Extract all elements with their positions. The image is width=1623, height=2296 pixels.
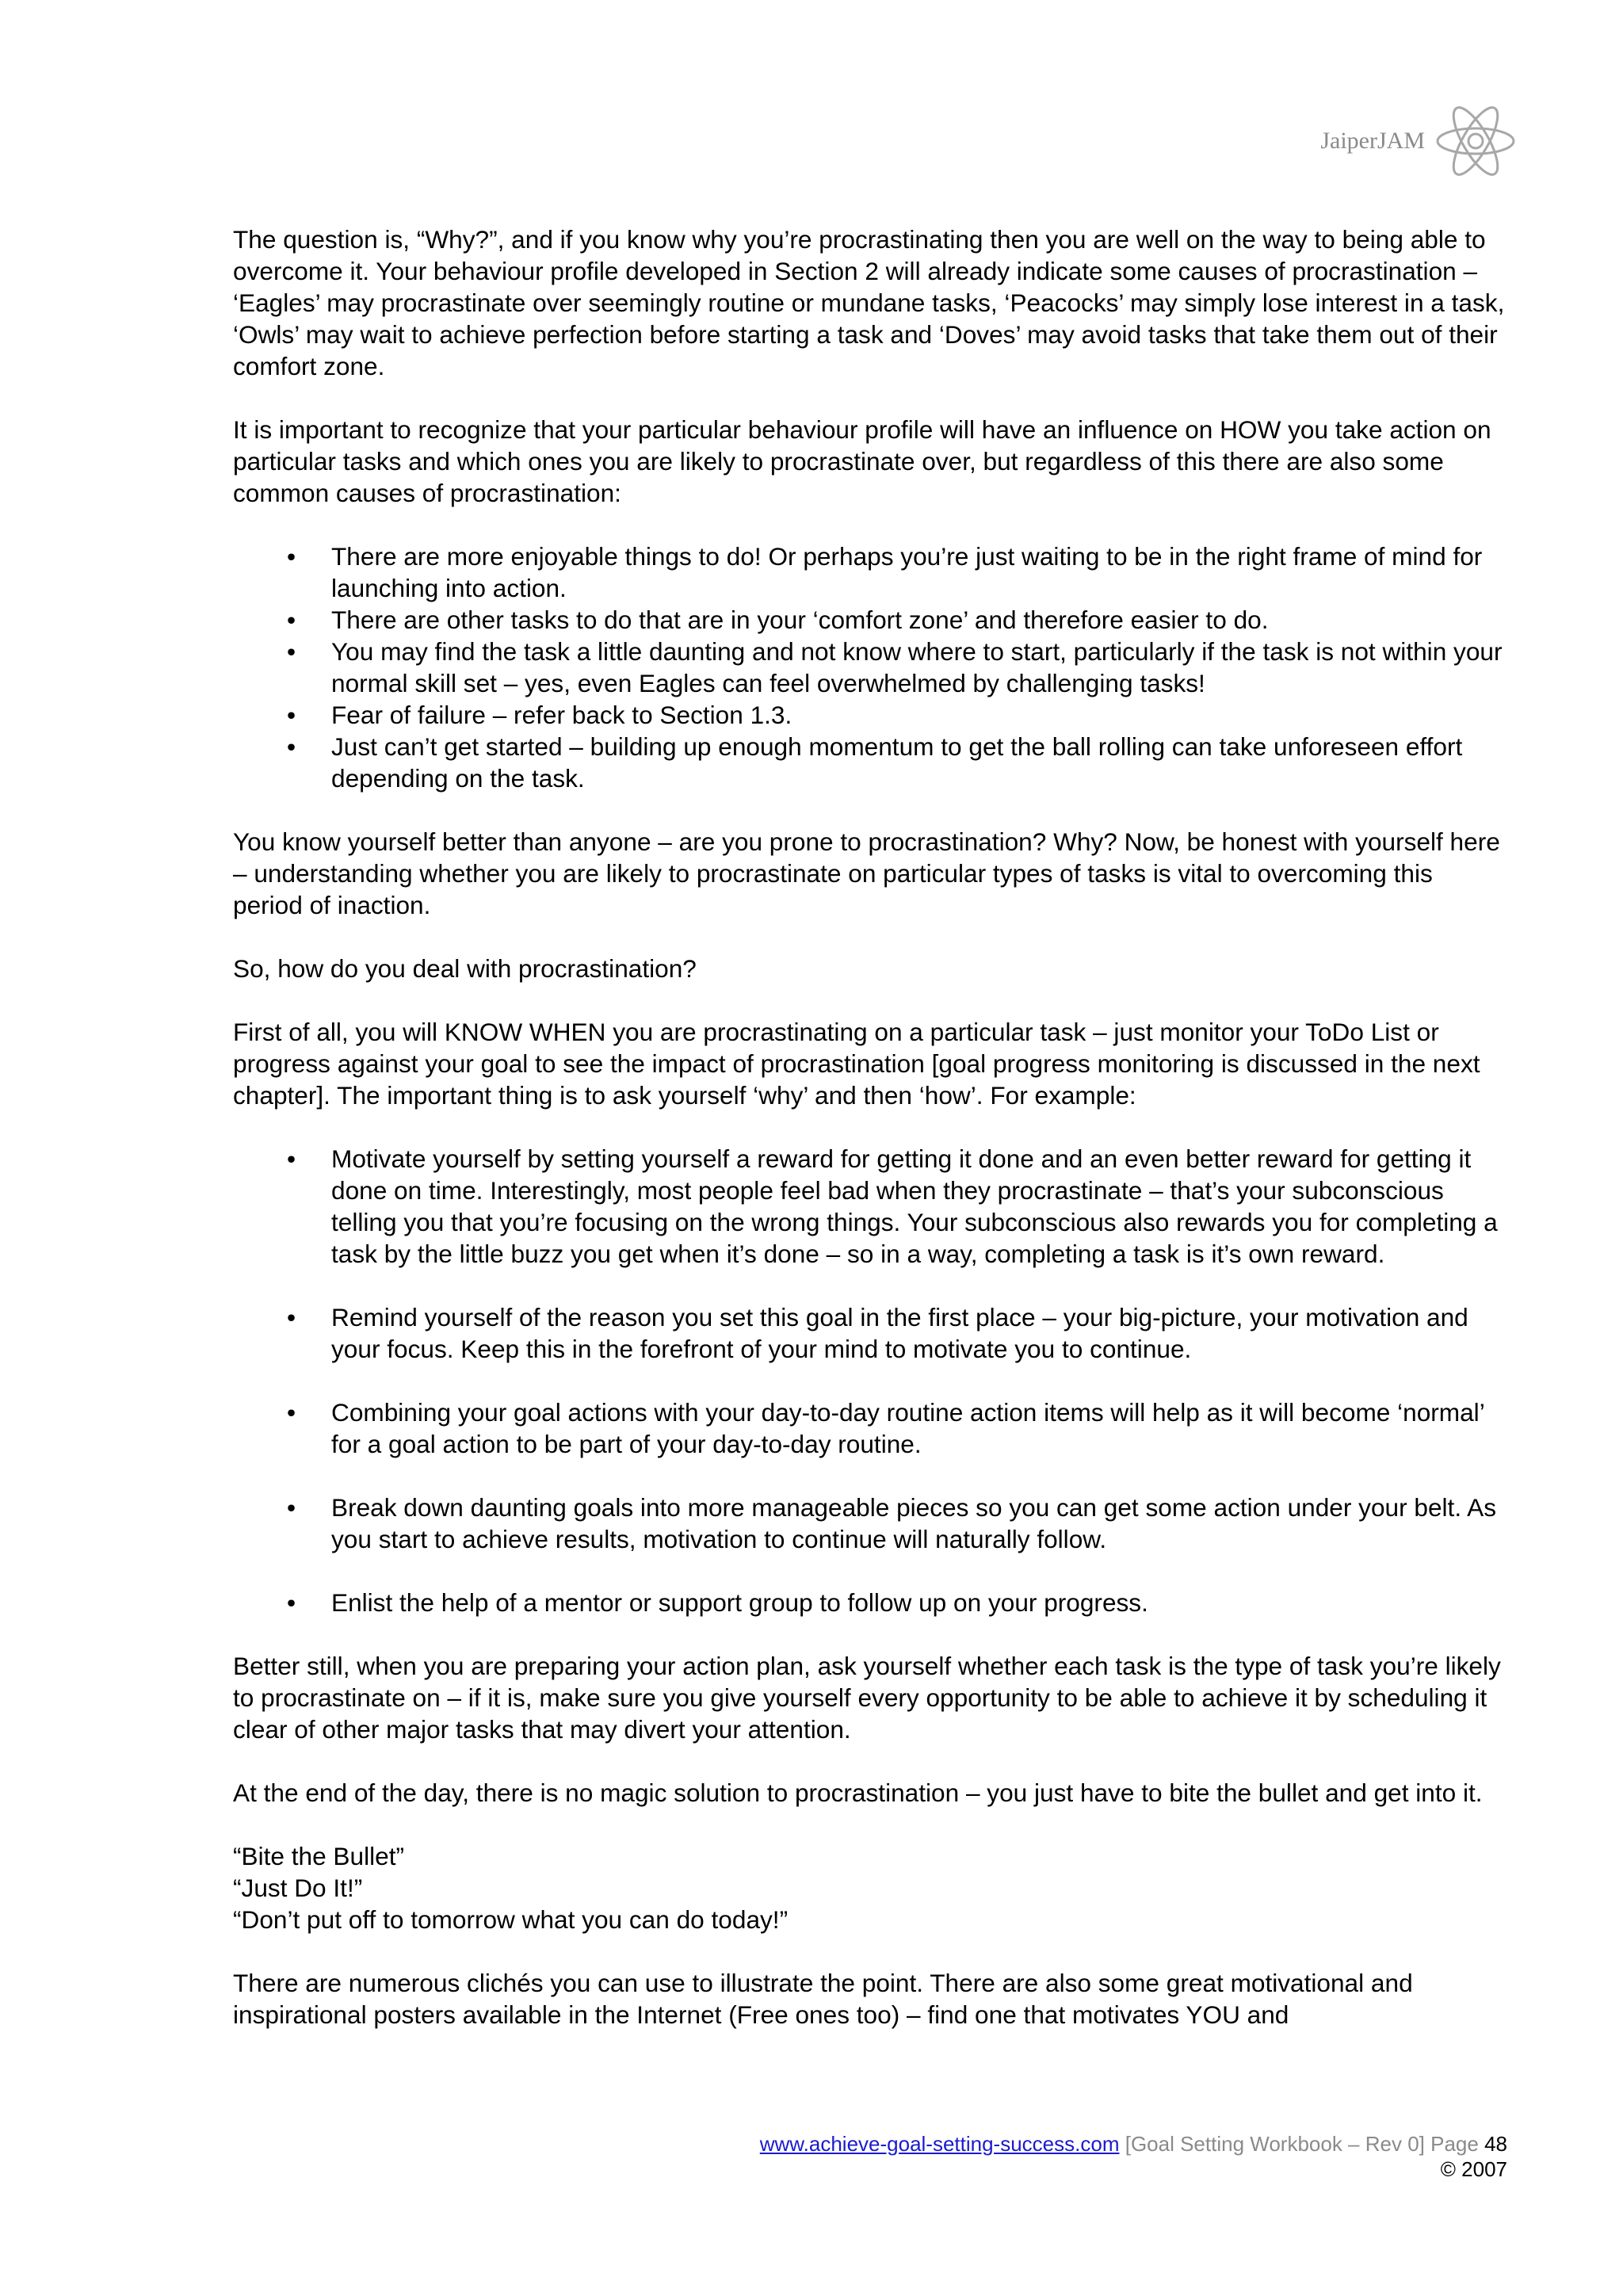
atom-icon [1428,101,1523,181]
bullet-icon: • [287,1398,296,1427]
paragraph-know-yourself: You know yourself better than anyone – are you prone to procrastination? Why? Now, be honest with yourself here – understanding whether you are likely to procrastinate on particular types of tasks is vital to overcoming this period of inaction. [233,827,1500,919]
footer-line [760,2131,1507,2157]
paragraph-cliches: There are numerous clichés you can use to illustrate the point. There are also some great motivational and inspirational posters available in the Internet (Free ones too) – find one that motivates YOU and [233,1969,1413,2029]
paragraph-better-still: Better still, when you are preparing your action plan, ask yourself whether each task is the type of task you’re likely to procrastinate on – if it is, make sure you give yourself every opportunity to be able to achieve it by scheduling it clear of other major tasks that may divert your attention. [233,1652,1501,1744]
tips-list [233,1143,1509,1618]
list-item: • Fear of failure – refer back to Section 1.3. [287,701,792,729]
quote-line: “Bite the Bullet” [233,1842,404,1870]
paragraph-end-of-day: At the end of the day, there is no magic solution to procrastination – you just have to bite the bullet and get into it. [233,1778,1483,1807]
list-item: • Motivate yourself by setting yourself a reward for getting it done and an even better reward for getting it done on time. Interestingly, most people feel bad when they procrastinate – that’s your subconscious telling you that you’re focusing on the wrong things. Your subconscious also rewards you for completing a task by the little buzz you get when it’s done – so in a way, completing a task is it’s own reward. [287,1144,1498,1268]
workbook-label: [Goal Setting Workbook – Rev 0] [1125,2132,1425,2156]
logo-text: JaiperJAM [1320,128,1425,154]
bullet-icon: • [287,732,296,761]
causes-list [233,541,1509,794]
bullet-icon: • [287,1588,296,1617]
page-footer [760,2131,1507,2182]
list-item: • Break down daunting goals into more manageable pieces so you can get some action under your belt. As you start to achieve results, motivation to continue will naturally follow. [287,1493,1497,1553]
list-item: • There are other tasks to do that are in your ‘comfort zone’ and therefore easier to do. [287,606,1269,634]
bullet-icon: • [287,701,296,729]
paragraph-behaviour-profile: It is important to recognize that your particular behaviour profile will have an influence on HOW you take action on particular tasks and which ones you are likely to procrastinate over, but regardless of this there are also some common causes of procrastination: [233,415,1491,507]
list-item: • Enlist the help of a mentor or support group to follow up on your progress. [287,1588,1148,1617]
copyright: © 2007 [1440,2157,1507,2181]
bullet-icon: • [287,542,296,571]
quote-line: “Just Do It!” [233,1874,363,1902]
bullet-icon: • [287,1493,296,1522]
list-item: • You may find the task a little daunting and not know where to start, particularly if the task is not within your normal skill set – yes, even Eagles can feel overwhelmed by challenging tasks! [287,637,1503,697]
list-item: • Remind yourself of the reason you set this goal in the first place – your big-picture, your motivation and your focus. Keep this in the forefront of your mind to motivate you to continue. [287,1303,1468,1363]
list-item: • Just can’t get started – building up enough momentum to get the ball rolling can take unforeseen effort depending on the task. [287,732,1463,793]
page-number: 48 [1484,2132,1507,2156]
bullet-icon: • [287,606,296,634]
paragraph-why: The question is, “Why?”, and if you know why you’re procrastinating then you are well on the way to being able to overcome it. Your behaviour profile developed in Section 2 will already indicate some causes of procrastination – ‘Eagles’ may procrastinate over seemingly routine or mundane tasks, ‘Peacocks’ may simply lose interest in a task, ‘Owls’ may wait to achieve perfection before starting a task and ‘Doves’ may avoid tasks that take them out of their comfort zone. [233,225,1505,380]
list-item: • There are more enjoyable things to do! Or perhaps you’re just waiting to be in the right frame of mind for launching into action. [287,542,1483,602]
bullet-icon: • [287,637,296,666]
paragraph-first-of-all: First of all, you will KNOW WHEN you are procrastinating on a particular task – just monitor your ToDo List or progress against your goal to see the impact of procrastination [goal progress monitoring is discussed in the next chapter]. The important thing is to ask yourself ‘why’ and then ‘how’. For example: [233,1018,1480,1110]
page-body [233,223,1509,2062]
header-logo [1320,101,1523,181]
quote-line: “Don’t put off to tomorrow what you can do today!” [233,1905,789,1934]
bullet-icon: • [287,1144,296,1173]
paragraph-how-deal: So, how do you deal with procrastination? [233,954,697,983]
page-label: Page [1430,2132,1479,2156]
list-item: • Combining your goal actions with your day-to-day routine action items will help as it will become ‘normal’ for a goal action to be part of your day-to-day routine. [287,1398,1484,1458]
website-link[interactable]: www.achieve-goal-setting-success.com [759,2132,1120,2156]
bullet-icon: • [287,1303,296,1331]
